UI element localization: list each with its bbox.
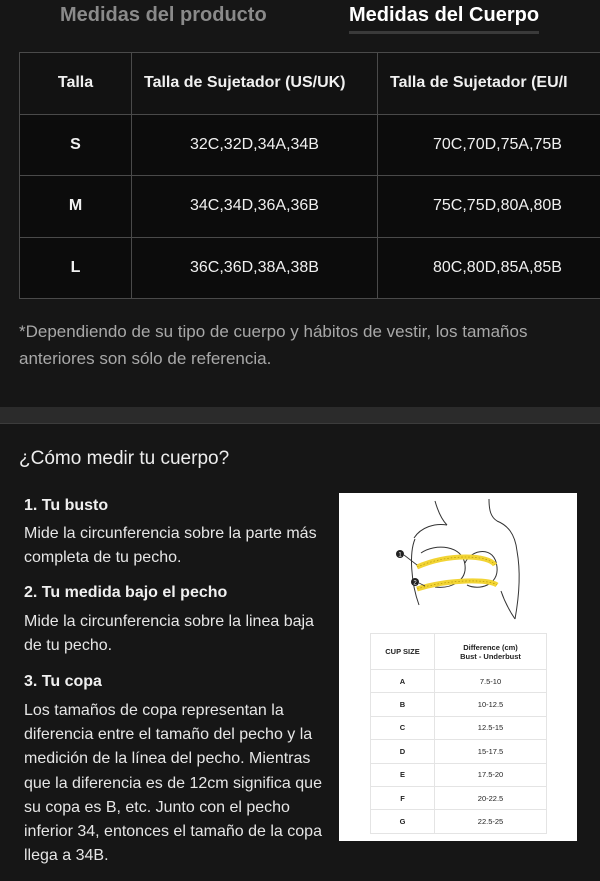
table-row	[20, 176, 600, 238]
table-row	[20, 114, 600, 176]
cell-size: M	[20, 176, 132, 238]
cup-difference: 20-22.5	[435, 786, 547, 809]
cup-letter: D	[371, 740, 435, 763]
step-underbust-title: 2. Tu medida bajo el pecho	[24, 584, 228, 601]
difference-header-line1: Difference (cm)	[463, 642, 518, 652]
cup-letter: G	[371, 810, 435, 833]
body-outline-illustration	[339, 493, 577, 633]
cup-size-table	[370, 633, 547, 834]
cup-difference: 10-12.5	[435, 693, 547, 716]
measurement-figure	[339, 493, 577, 841]
table-header-row	[20, 53, 600, 115]
how-to-measure-title: ¿Cómo medir tu cuerpo?	[19, 448, 230, 469]
cup-letter: A	[371, 670, 435, 693]
header-eu: Talla de Sujetador (EU/I	[378, 53, 600, 115]
cup-difference: 17.5-20	[435, 763, 547, 786]
cup-row	[371, 786, 547, 809]
cell-size: L	[20, 237, 132, 299]
cell-eu: 75C,75D,80A,80B	[378, 176, 600, 238]
cup-difference: 15-17.5	[435, 740, 547, 763]
reference-note: *Dependiendo de su tipo de cuerpo y hábitos de vestir, los tamaños anteriores son sólo de referencia.	[19, 322, 528, 368]
cup-row	[371, 740, 547, 763]
cup-difference: 22.5-25	[435, 810, 547, 833]
step-bust-text: Mide la circunferencia sobre la parte más completa de tu pecho.	[24, 525, 317, 567]
section-divider	[0, 407, 600, 424]
cup-difference: 7.5-10	[435, 670, 547, 693]
tab-bar	[0, 0, 600, 40]
difference-header-line2: Bust - Underbust	[460, 651, 521, 661]
cup-row	[371, 763, 547, 786]
step-cup-title: 3. Tu copa	[24, 673, 102, 690]
cup-row	[371, 716, 547, 739]
header-us-uk: Talla de Sujetador (US/UK)	[132, 53, 378, 115]
cup-size-header: CUP SIZE	[371, 634, 435, 670]
cup-difference: 12.5-15	[435, 716, 547, 739]
cell-eu: 80C,80D,85A,85B	[378, 237, 600, 299]
step-bust-title: 1. Tu busto	[24, 497, 109, 514]
cup-table-header-row	[371, 634, 547, 670]
cup-letter: C	[371, 716, 435, 739]
cell-us-uk: 36C,36D,38A,38B	[132, 237, 378, 299]
cup-row	[371, 810, 547, 833]
cup-letter: B	[371, 693, 435, 716]
header-size: Talla	[20, 53, 132, 115]
underbust-marker-label: 2	[413, 580, 417, 587]
cell-size: S	[20, 114, 132, 176]
step-underbust-text: Mide la circunferencia sobre la linea baja de tu pecho.	[24, 613, 314, 655]
cup-row	[371, 693, 547, 716]
difference-header	[435, 634, 547, 670]
cell-eu: 70C,70D,75A,75B	[378, 114, 600, 176]
cell-us-uk: 34C,34D,36A,36B	[132, 176, 378, 238]
tab-body-measurements[interactable]: Medidas del Cuerpo	[349, 4, 539, 34]
cup-letter: E	[371, 763, 435, 786]
step-cup-text: Los tamaños de copa representan la diferencia entre el tamaño del pecho y la medición de la línea del pecho. Mientras que la diferencia es de 12cm significa que su copa es B, etc. Junto con el pecho inferior 34, entonces el tamaño de la copa llega a 34B.	[24, 702, 322, 865]
bust-marker-label: 1	[398, 552, 402, 559]
size-table	[19, 52, 600, 299]
tab-product-measurements[interactable]: Medidas del producto	[60, 4, 267, 26]
underbust-tape	[417, 581, 497, 589]
size-table-container[interactable]	[19, 52, 600, 299]
cup-letter: F	[371, 786, 435, 809]
cell-us-uk: 32C,32D,34A,34B	[132, 114, 378, 176]
cup-row	[371, 670, 547, 693]
table-row	[20, 237, 600, 299]
